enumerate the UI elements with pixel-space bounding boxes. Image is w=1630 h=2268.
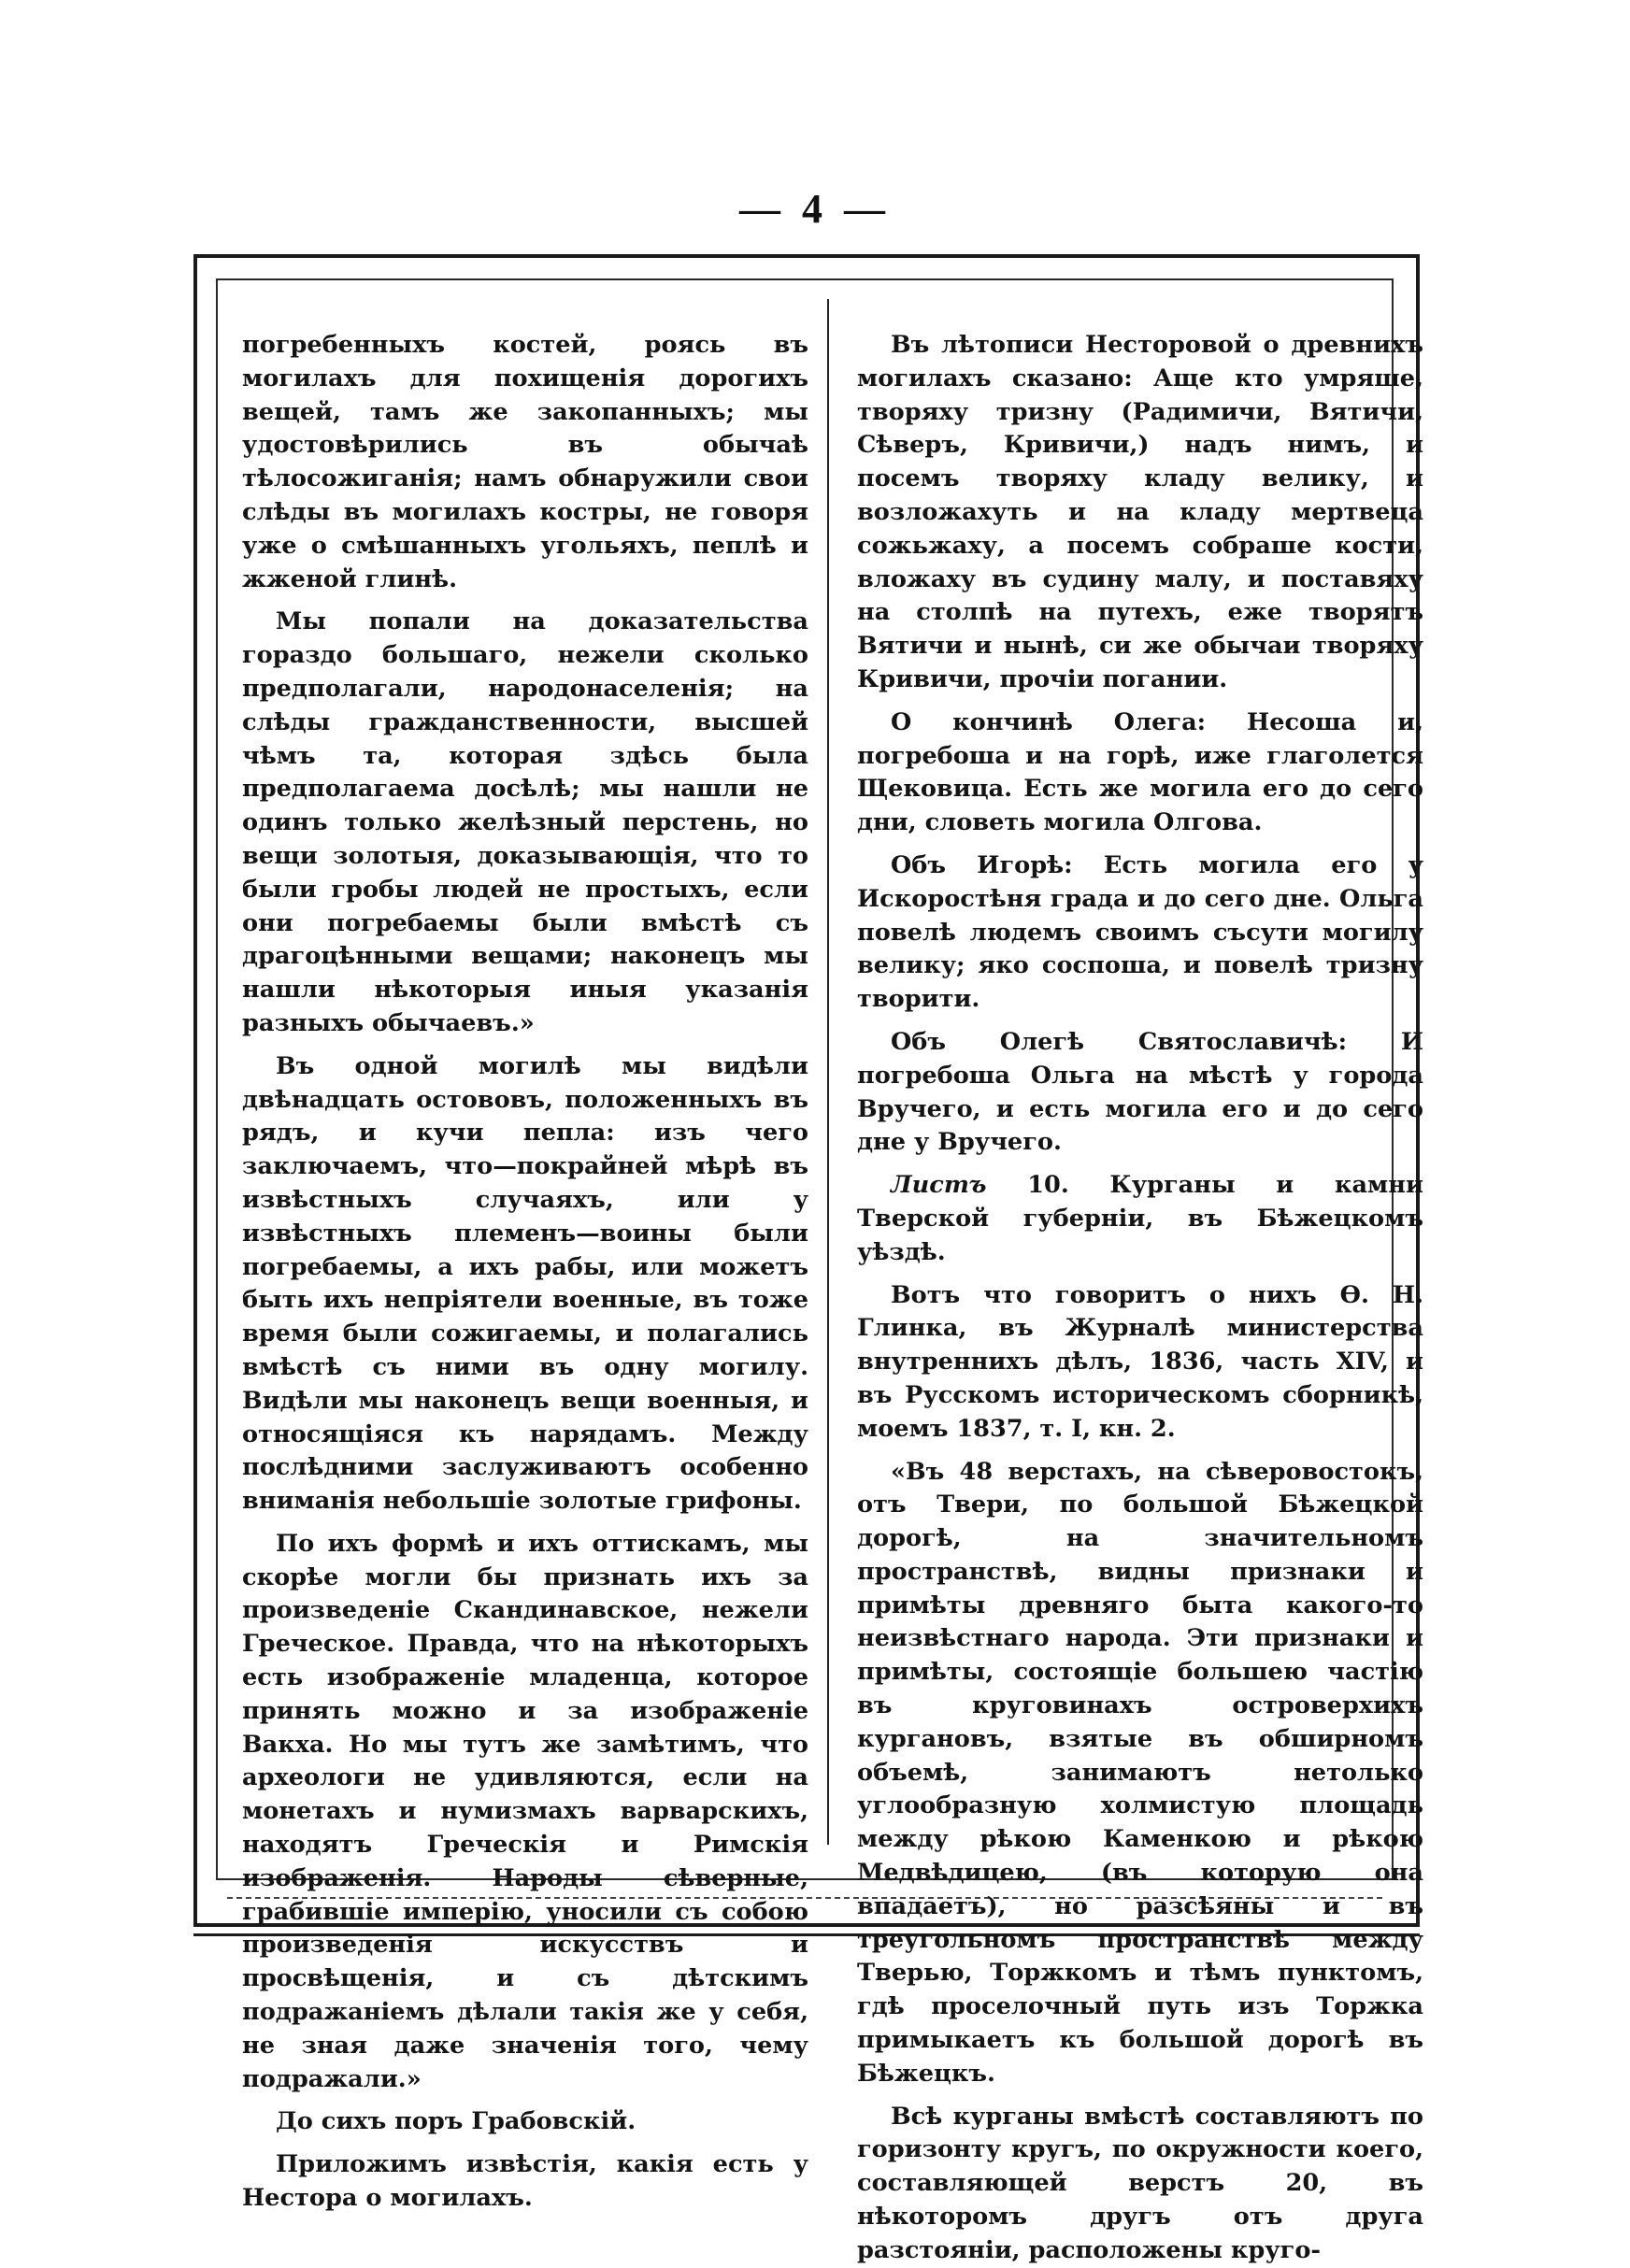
page-number: — 4 — — [739, 186, 891, 232]
sheet-title: 10. Курганы и камни Тверской губерніи, въ Бѣжецкомъ уѣздѣ. — [857, 1171, 1423, 1266]
paragraph: Въ лѣтописи Несторовой о древнихъ могилахъ сказано: Аще кто умряше, творяху тризну (Радимичи, Вятичи, Сѣверъ, Кривичи,) надъ нимъ, и посемъ творяху кладу велику, и возложахуть и на кладу мертвеца сожьжаху, а посемъ собраше кости, вложаху въ судину малу, и поставяху на столпѣ на путехъ, еже творятъ Вятичи и нынѣ, си же обычаи творяху Кривичи, прочіи погании. — [857, 331, 1423, 693]
paragraph: погребенныхъ костей, роясь въ могилахъ для похищенія дорогихъ вещей, тамъ же закопанныхъ; мы удостовѣрились въ обычаѣ тѣлосожиганія; намъ обнаружили свои слѣды въ могилахъ костры, не говоря уже о смѣшанныхъ угольяхъ, пеплѣ и жженой глинѣ. — [242, 331, 808, 593]
paragraph: Вотъ что говоритъ о нихъ Ѳ. Н. Глинка, въ Журналѣ министерства внутреннихъ дѣлъ, 1836, часть XIV, и въ Русскомъ историческомъ сборникѣ, моемъ 1837, т. I, кн. 2. — [857, 1280, 1423, 1443]
paragraph: По ихъ формѣ и ихъ оттискамъ, мы скорѣе могли бы признать ихъ за произведеніе Скандинавское, нежели Греческое. Правда, что на нѣкоторыхъ есть изображеніе младенца, которое принять можно и за изображеніе Вакха. Но мы тутъ же замѣтимъ, что археологи не удивляются, если на монетахъ и нумизмахъ варварскихъ, находятъ Греческія и Римскія изображенія. Народы сѣверные, грабившіе имперію, уносили съ собою произведенія искусствъ и просвѣщенія, и съ дѣтскимъ подражаніемъ дѣлали такія же у себя, не зная даже значенія того, чему подражали.» — [242, 1529, 808, 2093]
paragraph: До сихъ поръ Грабовскій. — [276, 2107, 636, 2136]
sheet-label: Листъ — [891, 1171, 987, 1200]
paragraph: Объ Олегѣ Святославичѣ: И погребоша Ольга на мѣстѣ у города Вручего, и есть могила его и до сего дне у Вручего. — [857, 1027, 1423, 1157]
outer-frame — [193, 254, 1423, 2264]
column-divider — [827, 299, 829, 1845]
paragraph: «Въ 48 верстахъ, на сѣверовостокъ, отъ Твери, по большой Бѣжецкой дорогѣ, на значительномъ пространствѣ, видны признаки и примѣты древняго быта какого-то неизвѣстнаго народа. Эти признаки и примѣты, состоящіе большею частію въ круговинахъ островерхихъ кургановъ, взятые въ обширномъ объемѣ, занимаютъ нетолько углообразную холмистую площадь между рѣкою Каменкою и рѣкою Медвѣдицею, (въ которую она впадаетъ), но разсѣяны и въ треугольномъ пространствѣ между Тверью, Торжкомъ и тѣмъ пунктомъ, гдѣ проселочный путь изъ Торжка примыкаетъ къ большой дорогѣ въ Бѣжецкъ. — [857, 1457, 1423, 2088]
paragraph: Въ одной могилѣ мы видѣли двѣнадцать остововъ, положенныхъ въ рядъ, и кучи пепла: изъ чего заключаемъ, что—покрайней мѣрѣ въ извѣстныхъ случаяхъ, или у извѣстныхъ племенъ—воины были погребаемы, а ихъ рабы, или можетъ быть ихъ непріятели военные, въ тоже время были сожигаемы, и полагались вмѣстѣ съ ними въ одну могилу. Видѣли мы наконецъ вещи военныя, и относящіяся къ нарядамъ. Между послѣдними заслуживаютъ особенно вниманія небольшіе золотые грифоны. — [242, 1051, 808, 1516]
right-column — [857, 329, 1423, 2268]
paragraph: Приложимъ извѣстія, какія есть у Нестора о могилахъ. — [242, 2150, 808, 2213]
paragraph: Объ Игорѣ: Есть могила его у Искоростѣня града и до сего дне. Ольга повелѣ людемъ своимъ съсути могилу велику; яко соспоша, и повелѣ тризну творити. — [857, 850, 1423, 1014]
paragraph: Всѣ курганы вмѣстѣ составляютъ по горизонту кругъ, по окружности коего, составляющей верстъ 20, въ нѣкоторомъ другъ отъ друга разстояніи, расположены круго- — [857, 2102, 1423, 2264]
left-column — [242, 329, 808, 2216]
paragraph — [857, 1169, 1423, 1269]
paragraph: О кончинѣ Олега: Несоша и, погребоша и на горѣ, иже глаголется Щековица. Есть же могила его до сего дни, словеть могила Олгова. — [857, 707, 1423, 837]
paragraph: Мы попали на доказательства гораздо большаго, нежели сколько предполагали, народонаселенія; на слѣды гражданственности, высшей чѣмъ та, которая здѣсь была предполагаема досѣлѣ; мы нашли не одинъ только желѣзный перстень, но вещи золотыя, доказывающія, что то были гробы людей не простыхъ, если они погребаемы были вмѣстѣ съ драгоцѣнными вещами; наконецъ мы нашли нѣкоторыя иныя указанія разныхъ обычаевъ.» — [242, 607, 808, 1037]
inner-frame — [216, 278, 1423, 2264]
